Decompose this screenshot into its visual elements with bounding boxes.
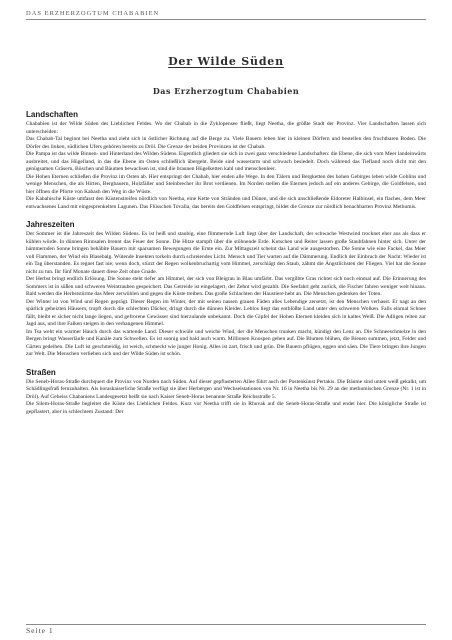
running-header: DAS ERZHERZOGTUM CHABABIEN	[26, 10, 160, 17]
document-title: Der Wilde Süden	[168, 55, 284, 68]
paragraph: Die Pampa ist das wilde Binnen- und Hinterland des Wilden Südens. Eigentlich gliedert sie sich in zwei ganz verschiedene Landschaften: die Ebene, die sich vom Meer landeinwärts ausbreitet, und das Hügelland, in das die Ebene im Osten schließlich übergeht. Beide sind wasserarm und schwach besiedelt. Doch während das Tiefland noch dicht mit den genügsamen Gräsern, Büschen und Bäumen bewachsen ist, sind die braunen Hügelketten kahl und menschenleer.	[26, 151, 426, 172]
section-landschaften	[26, 110, 426, 211]
section-jahreszeiten	[26, 220, 426, 359]
section-strassen	[26, 368, 426, 417]
header-divider	[26, 19, 426, 20]
section-heading: Jahreszeiten	[26, 220, 75, 229]
section-heading: Landschaften	[26, 110, 79, 119]
footer-divider	[26, 624, 426, 625]
paragraph: Chababien ist der Wilde Süden des Lieblichen Feldes. Wo der Chabab in die Zyklopensee fließt, liegt Neetha, die größte Stadt der Provinz. Vier Landschaften lassen sich unterscheiden:	[26, 121, 426, 135]
paragraph: Die Silem-Horas-Straße begleitet die Küste des Lieblichen Feldes. Kurz vor Neetha trifft sie in Rhuvak auf die Seneb-Horas-Straße und endet hier. Die königliche Straße ist gepflastert, aber in schlechtem Zustand: Der	[26, 401, 426, 415]
paragraph: Das Chabab-Tal beginnt bei Neetha und zieht sich in östlicher Richtung auf die Berge zu. Viele Bauern leben hier in kleinen Dörfern und bestellen den fruchtbaren Boden. Die Dörfer des linken, südlichen Ufers gehören bereits zu Dröl. Die Grenze der beiden Provinzen ist der Chabab.	[26, 136, 426, 150]
paragraph: Die Seneb-Horas-Straße durchquert die Provinz von Norden nach Süden. Auf dieser gepflasterten Allee führt auch der Postenkünst Pertakis. Die Bäume sind unten weiß gekalkt, um Schädlingsfraß fernzuhalten. Als horaskaiserliche Straße verfügt sie über Herbergen und Wechselstationen von Nr. 16 in Neetha bis Nr. 29 an der methumischen Grenze (Nr. 1 ist in Dröl). Auf Geheiss Chabaniens Landesgesetzt heißt sie nach Kaiser Seneb-Horas benannte Straße Reichsstraße 5.	[26, 378, 426, 400]
document-subtitle: Das Erzherzogtum Chababien	[152, 86, 300, 96]
paragraph: Die Hohen Eternen schließen die Provinz im Osten ab. Hier entspringt der Chabab, hier enden alle Wege. In den Tälern und Bergketten des hohen Gebirges leben wilde Goblins und wenige Menschen, die als Hirten, Bergbauern, Holzfäller und Steinbrecher ihr Brot verdienen. Im Norden stellen die Eternen jedoch auf ein anderes Gebirge, die Goldfelsen, und hier öffnen die Pforte von Kabash den Weg in die Wüste.	[26, 173, 426, 195]
section-heading: Straßen	[26, 367, 56, 377]
page-number: Seite 1	[26, 626, 54, 635]
paragraph: Der Herbst bringt endlich Erlösung. Die Sonne steht tiefer am Himmel, der sich von Bleigrau in Blau umfärbt. Das vergilbte Gras richtet sich noch einmal auf. Die Erinnerung des Sommers ist in süßen und schweren Weintrauben gespeichert. Das Getreide ist eingelagert, der Zehnt wird gezahlt. Die Seefahrt geht zurück, die Fischer fahren weniger weit hinaus. Bald werden die Herbststürme das Meer zerwühlen und gegen die Küste treiben. Das große Schlachten der Haustiere hebt an. Die Menschen gedenken der Toten.	[26, 276, 426, 297]
paragraph: Der Winter ist von Wind und Regen geprägt. Dieser Regen im Winter, der mit seinen nassen grauen Fäden alles Lebendige zersetzt, ist den Menschen verhasst. Er nagt an den spärlich geheizten Häusern, tropft durch die schlechten Dächer, dringt durch die dünnen Kleider. Leblos liegt das entblößte Land unter den schweren Wolken. Falls einmal Schnee fällt, bleibt er sicher nicht lange liegen, und gefrorene Gewässer sind hierzulande unbekannt. Doch die Gipfel der Hohen Eternen kleiden sich in kaltes Weiß. Die Adligen reiten zur Jagd aus, und ihre Falken steigen in den verhangenen Himmel.	[26, 298, 426, 327]
paragraph: Im Tsa weht ein warmer Hauch durch das wartende Land. Dieser schwüle und weiche Wind, der die Menschen trunken macht, kündigt den Lenz an. Die Schneeschmelze in den Bergen bringt Wasserläufe und Kanäle zum Schwellen. Es ist sonnig und bald auch warm. Millionen Knospen gehen auf. Die Blumen blühen, die Bienen summen, jetzt, Felder und Gärten gedeihen. Die Luft ist geschmeidig, ist weich, schmeckt wie junger Honig. Alles ist zart, frisch und grün. Die Bauern pflügen, eggen und säen. Die Tiere bringen ihre Jungen zur Welt. Die Menschen verlieben sich und der Wilde Süden ist schön.	[26, 328, 426, 357]
document-body	[26, 110, 426, 425]
paragraph: Der Sommer ist die Jahreszeit des Wilden Südens. Es ist heiß und staubig, eine flimmernde Luft liegt über der Landschaft, der schwache Westwind trocknet eher aus als dass er kühlen würde. In dünnen Rinnsalen brennt das Feuer der Sonne. Die Hitze stampft über die stöhnende Erde. Kutschen und Reiter lassen große Staubfahnen hinter sich. Unter der hämmernden Sonne bringen behäbite Bauern mit sparsamen Bewegungen die Ernte ein. Zur Mittagszeit scheint das Land wie ausgestorben. Die Sonne wie eine Fackel, das Meer voll Flammen, der Wind ein Blasebalg. Wütende Insekten torkeln durch schreiendes Licht. Mensch und Tier warten auf die Dämmerung. Endlich der Einbruch der Nacht: Wieder ist ein Tag überstanden. Es regnet fast nie; wenn doch, stürzt der Regen wolkenbruchartig vom Himmel, zerschlägt den Staub, zähmt die Ängstlichsten der Fliegen. Viel hat die Sonne nicht zu tun. Ihr fünf Monate dauert diese Zeit ohne Gnade.	[26, 231, 426, 275]
paragraph: Die Kabahische Küste umfasst den Küstenstreifen nördlich von Neetha, eine Kette von Stränden und Dünen, und die sich anschließende Eldoreter Halbinsel, ein flaches, dem Meer entwachsenes Land mit eingesprenkelten Lagunen. Das Flüsschen Tovalla, das bereits den Goldfelsen entspringt, bildet die Grenze zur nördlich benachbarten Provinz Methumis.	[26, 196, 426, 210]
